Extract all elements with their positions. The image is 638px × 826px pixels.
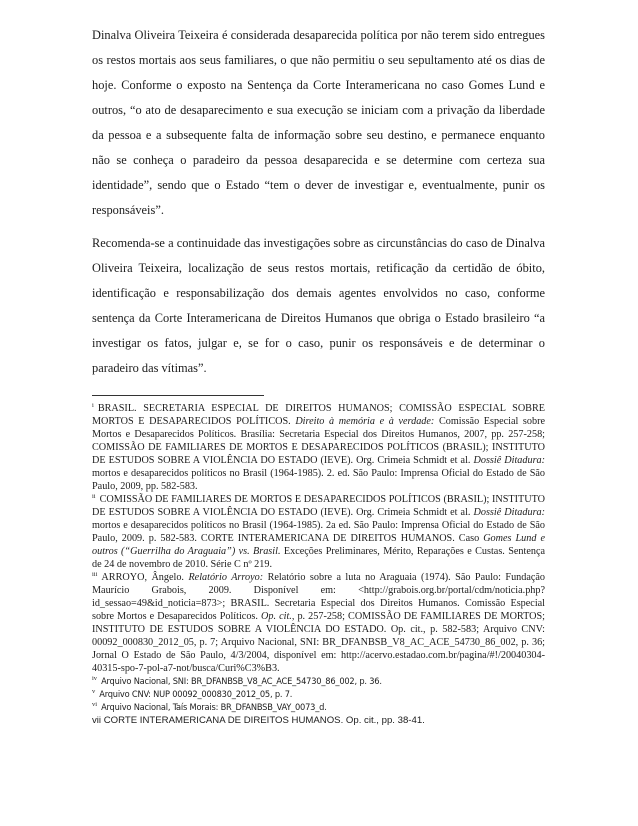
footnote-title: Op. cit., — [261, 611, 295, 622]
footnote-title: Relatório Arroyo: — [188, 572, 264, 583]
footnote-marker: iv — [92, 675, 98, 682]
footnote-iii — [92, 571, 545, 675]
footnote-text: p. 257-258; COMISSÃO DE FAMILIARES DE MORTOS; INSTITUTO DE ESTUDOS SOBRE A VIOLÊNCIA DO ESTADO. Op. cit., p. 582-583; Arquivo CNV: 00092_000830_2012_05, p. 7; Arquivo Nacional, SNI: BR_DFANBSB_V8_AC_ACE_54730_86_002, p. 36; Jornal O Estado de São Paulo, 4/3/2004, disponível em: http://acervo.estadao.com.br/pagina/#!/20040304-40315-spo-7-pol-a7-not/busca/Curi%C3%B3. — [92, 611, 545, 674]
footnote-text: mortos e desaparecidos políticos no Brasil (1964-1985). 2. ed. São Paulo: Imprensa Oficial do Estado de São Paulo, 2009, pp. 582-583. — [92, 468, 545, 492]
footnote-marker: v — [92, 688, 96, 695]
footnote-title: Direito à memória e à verdade: — [295, 416, 435, 427]
footnote-separator — [92, 395, 264, 396]
footnote-title: Dossiê Ditadura: — [473, 455, 546, 466]
footnote-title: Dossiê Ditadura: — [473, 507, 546, 518]
footnote-text: Exceções Preliminares, Mérito, Reparações e Custas. Sentença de 24 de novembro de 2010. Série C nº 219. — [92, 546, 546, 570]
footnote-text: ARROYO, Ângelo. — [101, 572, 184, 583]
footnote-marker: iii — [92, 571, 98, 578]
footnote-text: Arquivo Nacional, SNI: BR_DFANBSB_V8_AC_ACE_54730_86_002, p. 36. — [101, 676, 382, 687]
footnote-marker: vi — [92, 701, 98, 708]
footnote-text: Arquivo Nacional, Taís Morais: BR_DFANBSB_VAY_0073_d. — [101, 702, 327, 713]
footnote-v — [92, 688, 545, 701]
document-page — [92, 23, 545, 727]
footnote-i — [92, 402, 545, 493]
footnote-text: Relatório sobre a luta no Araguaia (1974). São Paulo: Fundação Maurício Grabois, 2009. Disponível em: <http://grabois.org.br/portal/cdm/noticia.php?id_sessao=49&id_noticia=873>; BRASIL. Secretaria Especial dos Direitos Humanos. Comissão Especial sobre Mortos e Desaparecidos Políticos. — [92, 572, 546, 622]
body-paragraph-2: Recomenda-se a continuidade das investigações sobre as circunstâncias do caso de Dinalva Oliveira Teixeira, localização de seus restos mortais, retificação da certidão de óbito, identificação e responsabilização dos demais agentes envolvidos no caso, conforme sentença da Corte Interamericana de Direitos Humanos que obriga o Estado brasileiro “a investigar os fatos, julgar e, se for o caso, punir os responsáveis e de determinar o paradeiro das vítimas”. — [92, 236, 545, 375]
footnote-iv — [92, 675, 545, 688]
footnote-vi — [92, 701, 545, 714]
footnote-vii: vii CORTE INTERAMERICANA DE DIREITOS HUMANOS. Op. cit., pp. 38-41. — [92, 715, 425, 726]
footnote-text: Arquivo CNV: NUP 00092_000830_2012_05, p. 7. — [99, 689, 293, 700]
footnote-ii — [92, 493, 545, 571]
footnote-title: Gomes Lund e outros (“Guerrilha do Araguaia”) vs. Brasil. — [92, 533, 546, 557]
footnote-text: mortos e desaparecidos políticos no Brasil (1964-1985). 2a ed. São Paulo: Imprensa Oficial do Estado de São Paulo, 2009. p. 582-583. CORTE INTERAMERICANA DE DIREITOS HUMANOS. Caso — [92, 520, 545, 544]
footnote-marker: i — [92, 402, 94, 409]
footnote-text: COMISSÃO DE FAMILIARES DE MORTOS E DESAPARECIDOS POLÍTICOS (BRASIL); INSTITUTO DE ESTUDOS SOBRE A VIOLÊNCIA DO ESTADO (IEVE). Org. Crimeia Schmidt et al. — [92, 494, 545, 518]
footnote-marker: ii — [92, 493, 96, 500]
footnote-text: Comissão Especial sobre Mortos e Desaparecidos Políticos. Brasília: Secretaria Especial dos Direitos Humanos, 2007, pp. 257-258; COMISSÃO DE FAMILIARES DE MORTOS E DESAPARECIDOS POLÍTICOS (BRASIL); INSTITUTO DE ESTUDOS SOBRE A VIOLÊNCIA DO ESTADO (IEVE). Org. Crimeia Schmidt et al. — [92, 416, 546, 466]
body-paragraph-1: Dinalva Oliveira Teixeira é considerada desaparecida política por não terem sido entregues os restos mortais aos seus familiares, o que não permitiu o seu sepultamento até os dias de hoje. Conforme o exposto na Sentença da Corte Interamericana no caso Gomes Lund e outros, “o ato de desaparecimento e sua execução se iniciam com a privação da liberdade da pessoa e a subsequente falta de informação sobre seu destino, e permanece enquanto não se conheça o paradeiro da pessoa desaparecida e se determine com certeza sua identidade”, sendo que o Estado “tem o dever de investigar e, eventualmente, punir os responsáveis”. — [92, 28, 545, 217]
footnote-text: BRASIL. SECRETARIA ESPECIAL DE DIREITOS HUMANOS; COMISSÃO ESPECIAL SOBRE MORTOS E DESAPARECIDOS POLÍTICOS. — [92, 403, 545, 427]
